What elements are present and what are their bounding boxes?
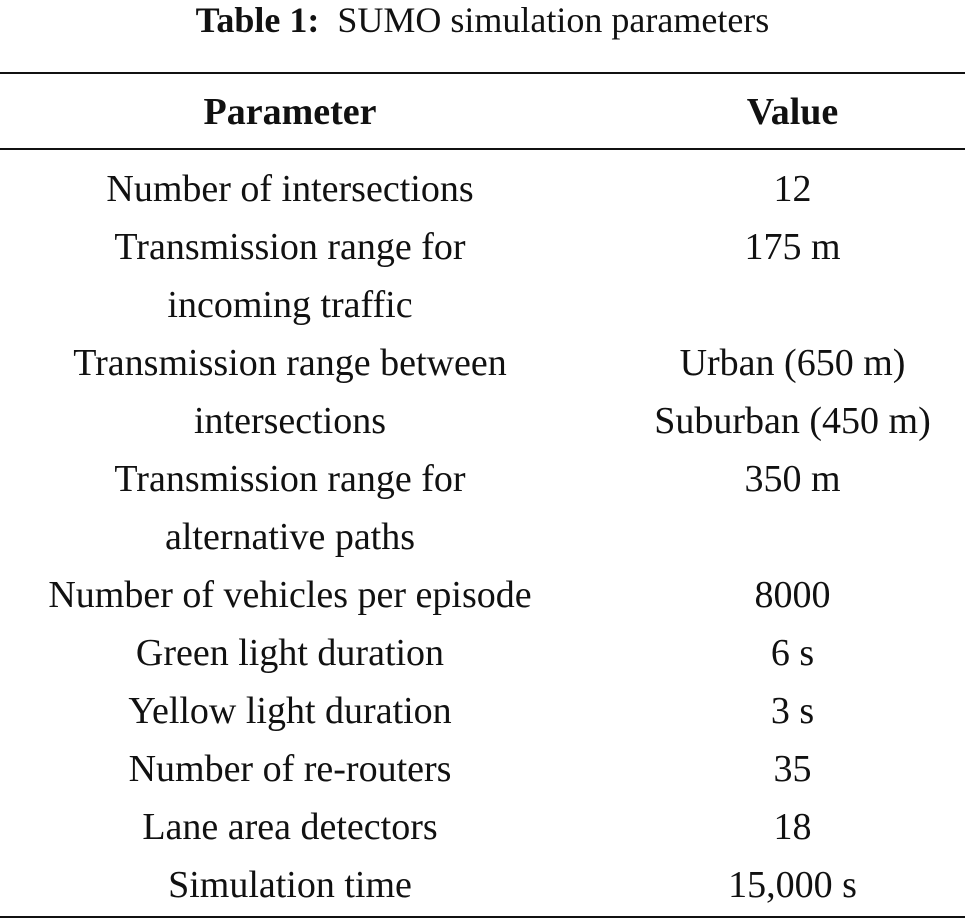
cell-parameter: Transmission range for alternative paths xyxy=(114,458,466,558)
cell-parameter: Simulation time xyxy=(168,864,412,906)
cell-value: 12 xyxy=(773,168,812,210)
cell-parameter: Green light duration xyxy=(135,632,445,674)
header-value: Value xyxy=(746,91,839,133)
cell-parameter: Number of intersections xyxy=(106,168,474,210)
header-parameter: Parameter xyxy=(203,91,377,133)
table-bottom-rule xyxy=(0,916,965,918)
cell-parameter: Yellow light duration xyxy=(128,690,452,732)
table-caption-label: Table 1: xyxy=(195,0,320,40)
cell-value: 175 m xyxy=(744,226,841,268)
cell-parameter: Number of vehicles per episode xyxy=(48,574,532,616)
cell-value: 3 s xyxy=(770,690,815,732)
table-row xyxy=(0,160,965,218)
table-row xyxy=(0,566,965,624)
table-row xyxy=(0,624,965,682)
table-row xyxy=(0,740,965,798)
table-row xyxy=(0,682,965,740)
table-row xyxy=(0,798,965,856)
cell-parameter: Transmission range for incoming traffic xyxy=(114,226,466,326)
cell-parameter: Transmission range between intersections xyxy=(73,342,507,442)
table-caption-text: SUMO simulation parameters xyxy=(337,0,770,40)
cell-value: 18 xyxy=(773,806,812,848)
cell-value: 6 s xyxy=(770,632,815,674)
table-body xyxy=(0,160,965,914)
table-row xyxy=(0,334,965,450)
table-row xyxy=(0,218,965,334)
cell-value: 350 m xyxy=(744,458,841,500)
cell-parameter: Lane area detectors xyxy=(142,806,438,848)
table-top-rule xyxy=(0,72,965,74)
table-row xyxy=(0,856,965,914)
table-caption xyxy=(0,0,965,40)
cell-parameter: Number of re-routers xyxy=(128,748,452,790)
cell-value: 35 xyxy=(773,748,812,790)
table-header-rule xyxy=(0,148,965,150)
cell-value: 8000 xyxy=(754,574,831,616)
table-row xyxy=(0,450,965,566)
cell-value: 15,000 s xyxy=(728,864,857,906)
cell-value: Urban (650 m) Suburban (450 m) xyxy=(654,342,931,442)
